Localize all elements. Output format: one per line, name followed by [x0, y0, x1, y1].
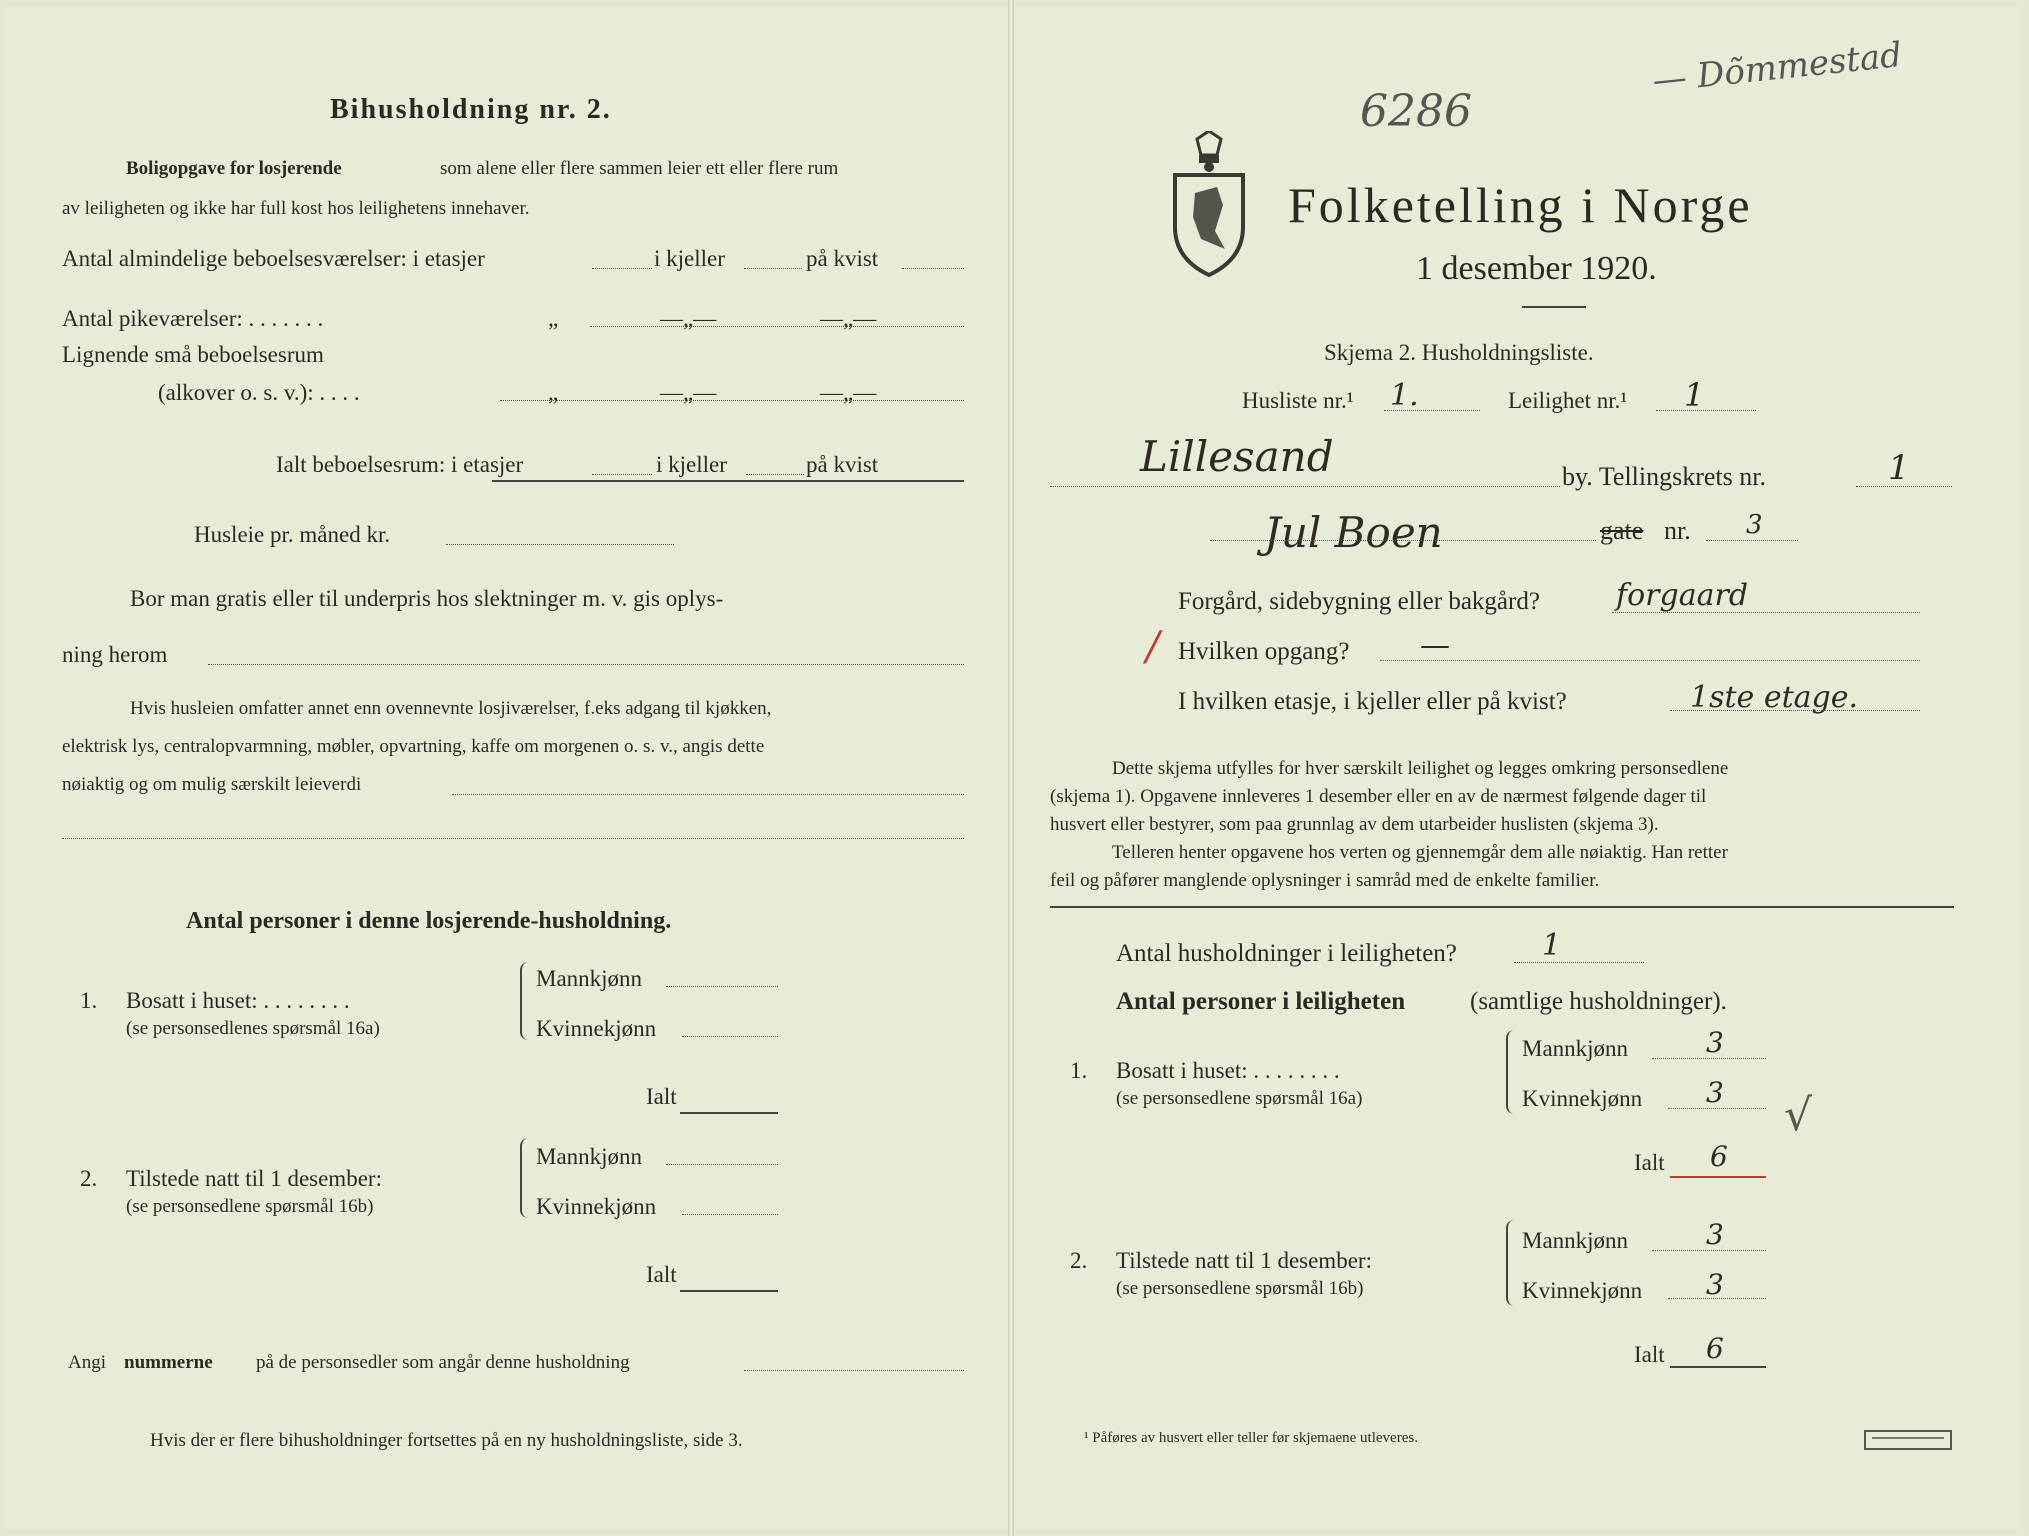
footnote: ¹ Påføres av husvert eller teller før skjemaene utleveres. — [1084, 1430, 1418, 1446]
alkover-label: (alkover o. s. v.): . . . . — [158, 380, 360, 405]
etasje-field — [1670, 710, 1920, 711]
right-q2-brace — [1506, 1220, 1516, 1306]
right-q1-brace — [1506, 1030, 1516, 1114]
right-q1-kvinne-field — [1668, 1108, 1766, 1109]
right-q2-kvinne-label: Kvinnekjønn — [1522, 1278, 1643, 1303]
gate-label: gate — [1600, 516, 1644, 545]
intro-bold: Boligopgave for losjerende — [126, 158, 342, 179]
archive-number: 6286 — [1360, 86, 1472, 137]
left-footer: Hvis der er flere bihusholdninger fortsettes på en ny husholdningsliste, side 3. — [150, 1430, 743, 1451]
left-q2-num: 2. — [80, 1166, 98, 1191]
right-q2-kvinne-field — [1668, 1298, 1766, 1299]
etasje-value: 1ste etage. — [1690, 680, 1859, 715]
rooms-kvist-label: på kvist — [806, 246, 879, 271]
left-q1-ialt-field — [680, 1112, 778, 1114]
extra-field — [452, 794, 964, 795]
ialt-kvist-label: på kvist — [806, 452, 879, 477]
left-page — [6, 6, 1010, 1530]
info-p1-l2: (skjema 1). Opgavene innleveres 1 desember eller en av de nærmest følgende dager til — [1050, 786, 1707, 807]
right-q1-label: Bosatt i huset: . . . . . . . . — [1116, 1058, 1340, 1083]
archive-place: — Dõmmestad — [1650, 35, 1904, 101]
extra-field-2 — [62, 838, 964, 839]
pike-label: Antal pikeværelser: . . . . . . . — [62, 306, 324, 331]
nr-field — [1706, 540, 1798, 541]
right-q1-mann-value: 3 — [1706, 1026, 1724, 1059]
left-q2-sub: (se personsedlene spørsmål 16b) — [126, 1196, 374, 1217]
left-persons-heading: Antal personer i denne losjerende-husholdning. — [186, 908, 672, 934]
rooms-kjeller-field — [744, 268, 802, 269]
left-title: Bihusholdning nr. 2. — [330, 94, 612, 125]
left-q1-label: Bosatt i huset: . . . . . . . . — [126, 988, 350, 1013]
left-q1-brace — [520, 962, 530, 1040]
right-q1-mann-field — [1652, 1058, 1766, 1059]
left-q1-sub: (se personsedlenes spørsmål 16a) — [126, 1018, 380, 1039]
left-q1-ialt-label: Ialt — [646, 1084, 677, 1109]
angi-bold: nummerne — [124, 1352, 213, 1373]
red-pencil-mark: / — [1146, 624, 1160, 670]
right-q1-kvinne-label: Kvinnekjønn — [1522, 1086, 1643, 1111]
schema-label: Skjema 2. Husholdningsliste. — [1324, 340, 1594, 365]
pike-ditto-kjeller: —„— — [660, 306, 717, 331]
hush-value: 1 — [1542, 928, 1562, 963]
intro-line1: som alene eller flere sammen leier ett eller flere rum — [440, 158, 839, 179]
krets-value: 1 — [1888, 448, 1910, 488]
ialt-etasjer-field — [592, 474, 652, 475]
check-mark: √ — [1784, 1090, 1813, 1141]
intro-line2: av leiligheten og ikke har full kost hos leilighetens innehaver. — [62, 198, 530, 219]
street-field — [1210, 540, 1596, 541]
angi-post: på de personsedler som angår denne husholdning — [256, 1352, 630, 1373]
extra-line3: nøiaktig og om mulig særskilt leieverdi — [62, 774, 362, 795]
gratis-line2: ning herom — [62, 642, 168, 667]
husleie-label: Husleie pr. måned kr. — [194, 522, 391, 547]
left-q2-kvinne-field — [682, 1214, 778, 1215]
right-q2-mann-label: Mannkjønn — [1522, 1228, 1629, 1253]
right-q2-mann-value: 3 — [1706, 1218, 1724, 1251]
nr-value: 3 — [1746, 510, 1763, 540]
right-persons-heading-bold: Antal personer i leiligheten — [1116, 988, 1406, 1015]
left-q2-ialt-label: Ialt — [646, 1262, 677, 1287]
left-q1-num: 1. — [80, 988, 98, 1013]
by-field — [1050, 486, 1560, 487]
ialt-rooms-underline — [492, 480, 964, 482]
right-title: Folketelling i Norge — [1288, 177, 1753, 233]
extra-line1: Hvis husleien omfatter annet enn ovennevnte losjiværelser, f.eks adgang til kjøkken, — [130, 698, 772, 719]
leilighet-field — [1656, 410, 1756, 411]
forgaard-field — [1612, 612, 1920, 613]
norway-coat-of-arms-icon — [1167, 131, 1251, 279]
ialt-rooms-label: Ialt beboelsesrum: i etasjer — [276, 452, 524, 477]
alkover-ditto-kvist: —„— — [820, 380, 877, 405]
right-date: 1 desember 1920. — [1416, 250, 1657, 287]
right-q2-ialt-value: 6 — [1706, 1332, 1724, 1365]
gratis-field — [208, 664, 964, 665]
pike-ditto: „ — [548, 306, 559, 331]
pike-ditto-kvist: —„— — [820, 306, 877, 331]
right-q2-num: 2. — [1070, 1248, 1088, 1273]
rooms-etasjer-field — [592, 268, 652, 269]
leilighet-label: Leilighet nr.¹ — [1508, 388, 1628, 413]
pike-field — [590, 326, 964, 327]
right-q2-sub: (se personsedlene spørsmål 16b) — [1116, 1278, 1364, 1299]
right-q1-num: 1. — [1070, 1058, 1088, 1083]
page-fold — [1008, 0, 1014, 1536]
small-rooms-label: Lignende små beboelsesrum — [62, 342, 324, 367]
etasje-label: I hvilken etasje, i kjeller eller på kvist? — [1178, 688, 1567, 715]
opgang-value: — — [1420, 628, 1450, 663]
rooms-label: Antal almindelige beboelsesværelser: i etasjer — [62, 246, 485, 271]
krets-field — [1856, 486, 1952, 487]
right-q2-mann-field — [1652, 1250, 1766, 1251]
husliste-value: 1. — [1390, 378, 1419, 413]
forgaard-label: Forgård, sidebygning eller bakgård? — [1178, 588, 1540, 615]
opgang-field — [1380, 660, 1920, 661]
gratis-line1: Bor man gratis eller til underpris hos slektninger m. v. gis oplys- — [130, 586, 724, 611]
right-q1-mann-label: Mannkjønn — [1522, 1036, 1629, 1061]
rooms-kjeller-label: i kjeller — [654, 246, 725, 271]
angi-field — [744, 1370, 964, 1371]
left-q1-kvinne-label: Kvinnekjønn — [536, 1016, 657, 1041]
printer-stamp-icon — [1864, 1430, 1952, 1450]
right-q1-ialt-label: Ialt — [1634, 1150, 1665, 1175]
ialt-kjeller-label: i kjeller — [656, 452, 727, 477]
left-q2-brace — [520, 1138, 530, 1218]
left-q1-mann-field — [666, 986, 778, 987]
right-q2-ialt-field — [1670, 1366, 1766, 1368]
left-q2-mann-label: Mannkjønn — [536, 1144, 643, 1169]
extra-line2: elektrisk lys, centralopvarmning, møbler, opvartning, kaffe om morgenen o. s. v., angis dette — [62, 736, 765, 757]
ialt-kjeller-field — [746, 474, 804, 475]
info-p2-l2: feil og påfører manglende oplysninger i samråd med de enkelte familier. — [1050, 870, 1600, 891]
opgang-label: Hvilken opgang? — [1178, 638, 1350, 665]
left-q2-kvinne-label: Kvinnekjønn — [536, 1194, 657, 1219]
by-value: Lillesand — [1140, 432, 1334, 481]
title-separator — [1522, 306, 1586, 308]
husliste-label: Husliste nr.¹ — [1242, 388, 1354, 413]
husleie-field — [446, 544, 674, 545]
right-q2-label: Tilstede natt til 1 desember: — [1116, 1248, 1372, 1273]
nr-label: nr. — [1664, 516, 1691, 545]
hush-label: Antal husholdninger i leiligheten? — [1116, 940, 1457, 967]
left-q1-kvinne-field — [682, 1036, 778, 1037]
husliste-field — [1384, 410, 1480, 411]
left-q2-mann-field — [666, 1164, 778, 1165]
forgaard-value: forgaard — [1616, 578, 1749, 613]
right-q1-kvinne-value: 3 — [1706, 1076, 1724, 1109]
left-q2-ialt-field — [680, 1290, 778, 1292]
alkover-field — [500, 400, 964, 401]
right-q2-ialt-label: Ialt — [1634, 1342, 1665, 1367]
right-q1-ialt-value: 6 — [1710, 1140, 1728, 1173]
right-q2-kvinne-value: 3 — [1706, 1268, 1724, 1301]
leilighet-value: 1 — [1684, 376, 1705, 414]
by-label: by. Tellingskrets nr. — [1562, 462, 1767, 491]
info-p1-l1: Dette skjema utfylles for hver særskilt leilighet og legges omkring personsedlene — [1112, 758, 1729, 779]
angi-pre: Angi — [68, 1352, 106, 1373]
street-value: Jul Boen — [1264, 508, 1443, 557]
left-q1-mann-label: Mannkjønn — [536, 966, 643, 991]
right-q1-sub: (se personsedlene spørsmål 16a) — [1116, 1088, 1363, 1109]
alkover-ditto: „ — [548, 380, 559, 405]
rooms-kvist-field — [902, 268, 964, 269]
info-p1-l3: husvert eller bestyrer, som paa grunnlag av dem utarbeider huslisten (skjema 3). — [1050, 814, 1659, 835]
right-q1-ialt-field — [1670, 1176, 1766, 1178]
alkover-ditto-kjeller: —„— — [660, 380, 717, 405]
info-p2-l1: Telleren henter opgavene hos verten og gjennemgår dem alle nøiaktig. Han retter — [1112, 842, 1728, 863]
hush-field — [1514, 962, 1644, 963]
info-separator — [1050, 906, 1954, 908]
right-persons-heading-rest: (samtlige husholdninger). — [1470, 988, 1727, 1015]
left-q2-label: Tilstede natt til 1 desember: — [126, 1166, 382, 1191]
